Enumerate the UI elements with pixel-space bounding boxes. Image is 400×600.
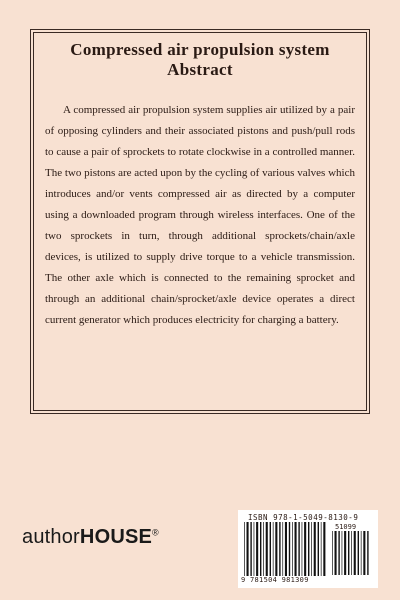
barcode-bar: [292, 522, 293, 576]
publisher-logo: [22, 526, 159, 549]
ean-number: 9 781504 981309: [241, 576, 309, 584]
logo-regular-text: author: [22, 526, 80, 548]
barcode-bar: [361, 531, 362, 575]
barcode-bar: [254, 522, 255, 576]
barcode-bar: [321, 522, 322, 576]
barcode-bar: [279, 522, 280, 576]
barcode-bar: [338, 531, 339, 575]
barcode-bar: [260, 522, 261, 576]
barcode-main-bars: [243, 522, 329, 576]
barcode-bar: [304, 522, 306, 576]
barcode-addon-bars: [331, 531, 371, 575]
barcode-bar: [266, 522, 268, 576]
barcode-bar: [323, 522, 325, 576]
barcode-bar: [275, 522, 277, 576]
barcode-bar: [295, 522, 297, 576]
barcode-bar: [308, 522, 309, 576]
barcode-bar: [302, 522, 303, 576]
registered-mark: ®: [152, 527, 159, 538]
barcode-bar: [342, 531, 343, 575]
barcode-bar: [270, 522, 271, 576]
barcode-bar: [282, 522, 283, 576]
abstract-text: A compressed air propulsion system supplies air utilized by a pair of opposing cylinders and their associated pistons and push/pull rods to cause a pair of sprockets to rotate clockwise in a controlled manner. The two pistons are acted upon by the cycling of various valves which introduces and/or vents compressed air as directed by a computer using a downloaded program through wireless interfaces. One of the two sprockets in turn, through additional sprockets/chain/axle devices, is utilized to supply drive torque to a vehicle transmission. The other axle which is connected to the remaining sprocket and through an additional chain/sprocket/axle device operates a direct current generator which produces electricity for charging a battery.: [45, 104, 355, 326]
barcode-bar: [318, 522, 319, 576]
barcode-bar: [285, 522, 287, 576]
isbn-label: ISBN 978-1-5049-8130-9: [248, 513, 359, 522]
barcode-bar: [250, 522, 251, 576]
barcode-bar: [244, 522, 245, 576]
barcode-bar: [247, 522, 249, 576]
barcode-bar: [311, 522, 312, 576]
logo-bold-text: HOUSE: [79, 526, 153, 548]
barcode-bar: [367, 531, 368, 575]
barcode-bar: [273, 522, 274, 576]
barcode-bar: [256, 522, 258, 576]
barcode-bar: [298, 522, 299, 576]
barcode-bar: [289, 522, 290, 576]
barcode-bar: [348, 531, 349, 575]
price-addon-label: 51099: [335, 523, 357, 531]
barcode-bar: [344, 531, 346, 575]
barcode-bar: [354, 531, 356, 575]
barcode-bar: [351, 531, 352, 575]
barcode-panel: [238, 510, 378, 588]
barcode-bar: [335, 531, 337, 575]
barcode-bar: [263, 522, 264, 576]
barcode-bar: [314, 522, 316, 576]
barcode-bar: [358, 531, 359, 575]
book-title: Compressed air propulsion system Abstract: [70, 40, 330, 79]
barcode-bar: [363, 531, 365, 575]
barcode-bar: [332, 531, 333, 575]
